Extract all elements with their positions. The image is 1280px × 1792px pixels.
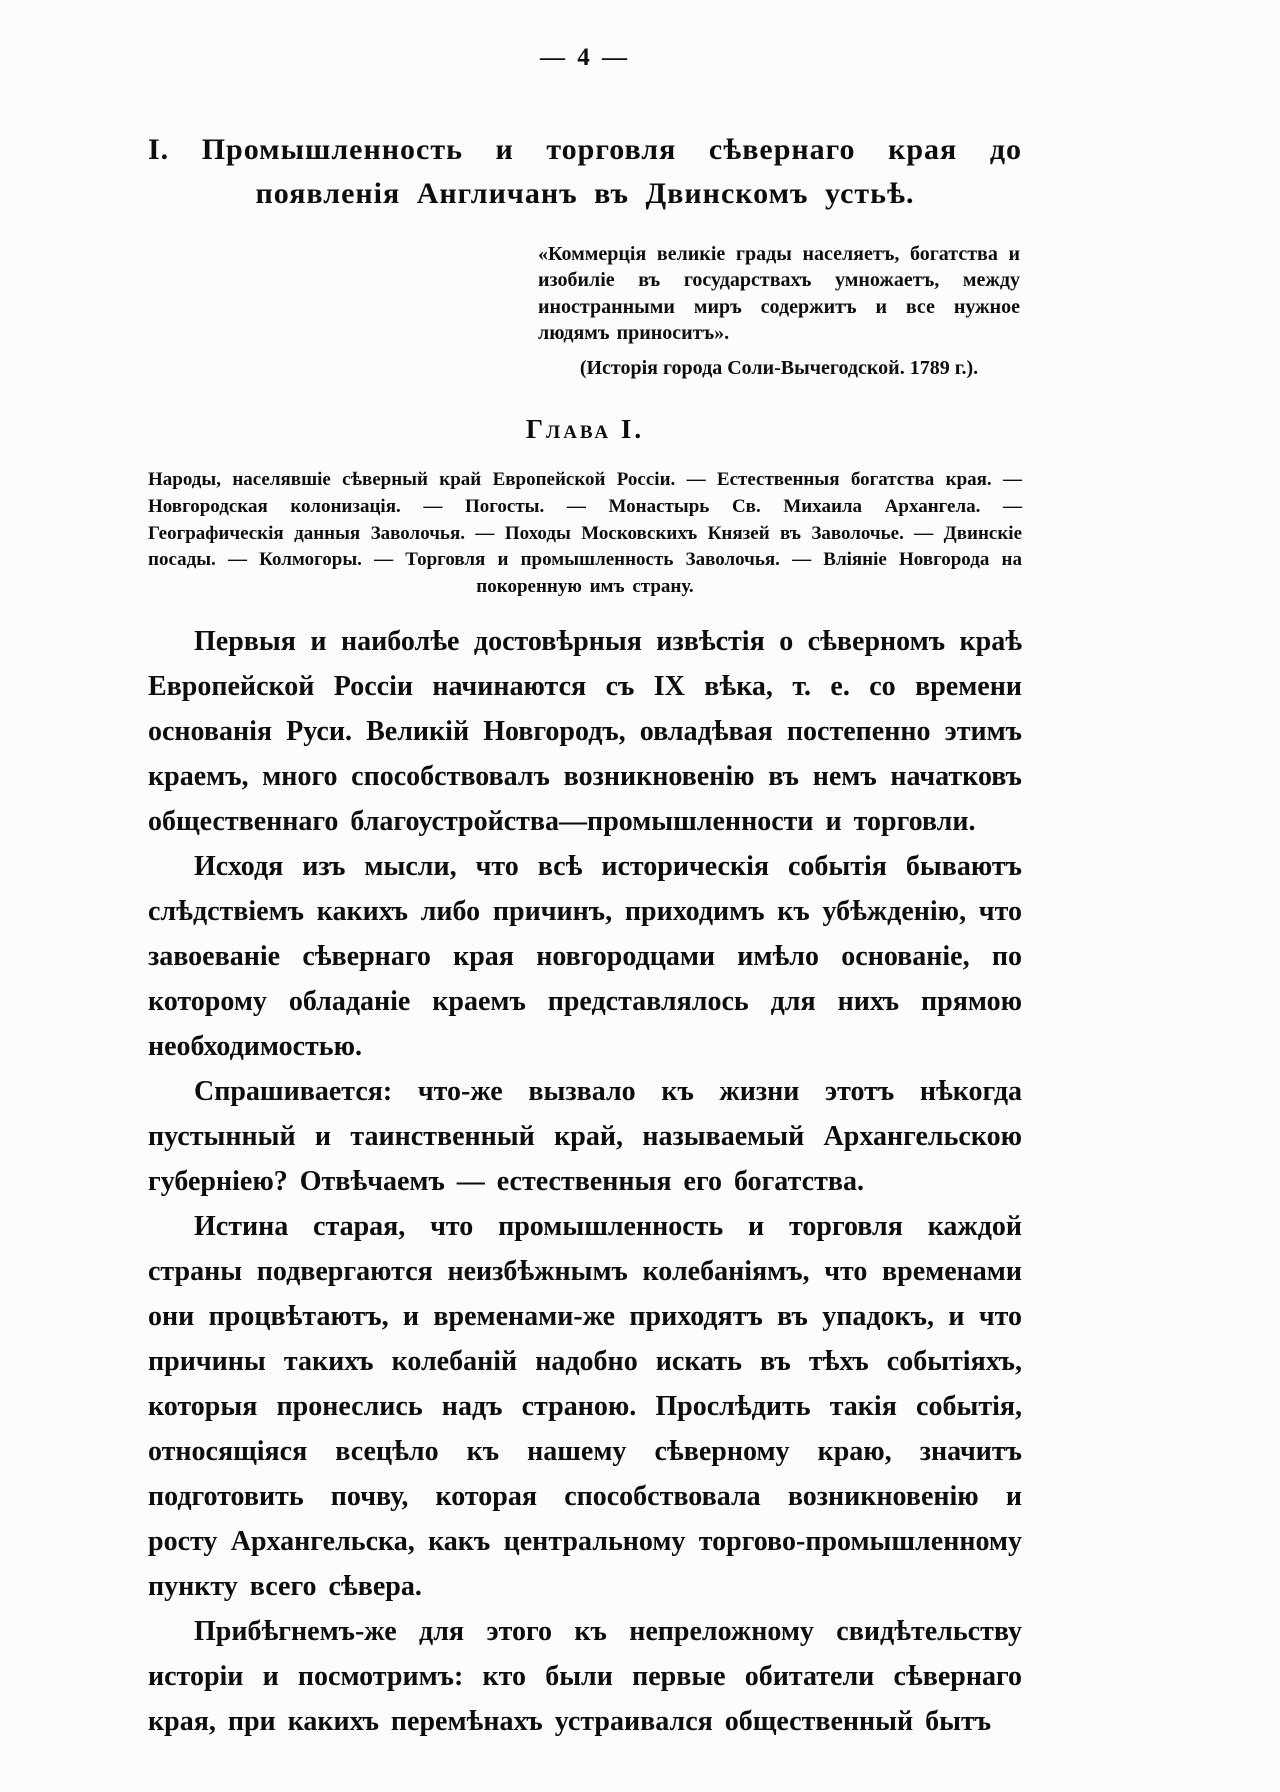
paragraph-5: Прибѣгнемъ-же для этого къ непреложному свидѣтельству исторіи и посмотримъ: кто были первые обитатели сѣвернаго края, при какихъ перемѣнахъ устраивался общественный бытъ [148,1616,1022,1738]
chapter-summary: Народы, населявшіе сѣверный край Европейской Россіи. — Естественныя богатства края. — Новгородская колонизація. — Погосты. — Монастырь Св. Михаила Архангела. — Географическія данныя Заволочья. — Походы Московскихъ Князей въ Заволочье. — Двинскіе посады. — Колмогоры. — Торговля и промышленность Заволочья. — Вліяніе Новгорода на покоренную имъ страну. [148,468,1022,598]
paragraph-1: Первыя и наиболѣе достовѣрныя извѣстія о сѣверномъ краѣ Европейской Россіи начинаются съ IX вѣка, т. е. со времени основанія Руси. Великій Новгородъ, овладѣвая постепенно этимъ краемъ, много способствовалъ возникновенію въ немъ начатковъ общественнаго благоустройства—промышленности и торговли. [148,626,1022,838]
section-title: I. Промышленность и торговля сѣвернаго края до появленія Англичанъ въ Двинскомъ устьѣ. [148,133,1022,210]
paragraph-2: Исходя изъ мысли, что всѣ историческія событія бываютъ слѣдствіемъ какихъ либо причинъ, приходимъ къ убѣжденію, что завоеваніе сѣвернаго края новгородцами имѣло основаніе, по которому обладаніе краемъ представлялось для нихъ прямою необходимостью. [148,851,1022,1063]
epigraph-quote: «Коммерція великіе грады населяетъ, богатства и изобиліе въ государствахъ умножаетъ, между иностранными миръ содержитъ и все нужное людямъ приноситъ». [538,243,1020,345]
chapter-title: Глава I. [525,413,645,444]
paragraph-3: Спрашивается: что-же вызвало къ жизни этотъ нѣкогда пустынный и таинственный край, называемый Архангельскою губерніею? Отвѣчаемъ — естественныя его богатства. [148,1076,1022,1198]
epigraph-source: (Исторія города Соли-Вычегодской. 1789 г.). [579,356,979,379]
body-text [148,619,1022,1744]
paragraph-4: Истина старая, что промышленность и торговля каждой страны подвергаются неизбѣжнымъ колебаніямъ, что временами они процвѣтаютъ, и временами-же приходятъ въ упадокъ, и что причины такихъ колебаній надобно искать въ тѣхъ событіяхъ, которыя пронеслись надъ страною. Прослѣдить такія событія, относящіяся всецѣло къ нашему сѣверному краю, значитъ подготовить почву, которая способствовала возникновенію и росту Архангельска, какъ центральному торгово-промышленному пункту всего сѣвера. [148,1211,1022,1603]
page-number: — 4 — [540,44,630,71]
